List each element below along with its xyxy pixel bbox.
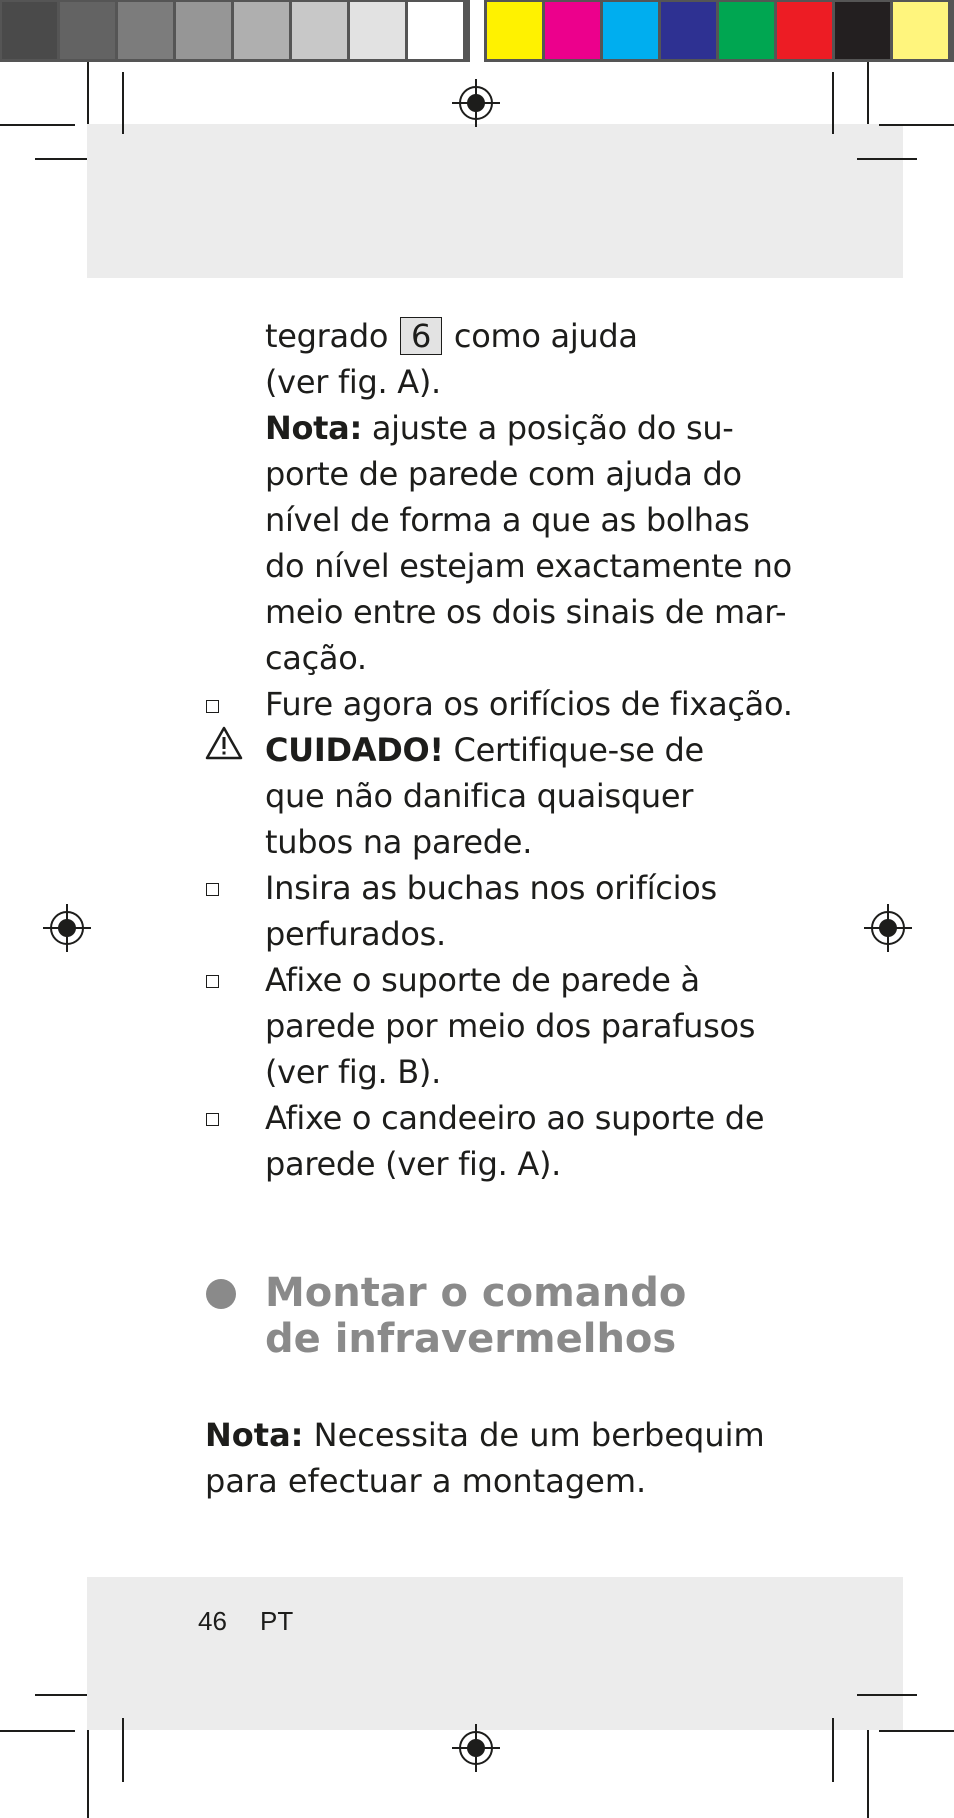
language-code: PT [260,1606,294,1636]
gray-swatch [118,2,173,59]
color-swatch [719,2,774,59]
section-heading: de infravermelhos [265,1316,677,1362]
checkbox-bullet-icon [206,975,219,988]
note-label: Nota: [265,409,362,447]
text-line: meio entre os dois sinais de mar- [265,593,787,631]
text-line: tegrado 6 como ajuda [265,317,638,355]
warning-label: CUIDADO! [265,731,444,769]
color-swatch [777,2,832,59]
section-bullet-icon [206,1279,236,1309]
footer-band [87,1577,903,1730]
text-line: porte de parede com ajuda do [265,455,742,493]
registration-mark-bottom [452,1724,500,1772]
gray-swatch [2,2,57,59]
registration-mark-left [43,904,91,952]
printer-color-bar [0,0,954,62]
gray-swatch [350,2,405,59]
note-label: Nota: [205,1416,304,1454]
text-line: parede (ver fig. A). [265,1145,562,1183]
text-line: do nível estejam exactamente no [265,547,792,585]
color-swatch [835,2,890,59]
note-line: Nota: ajuste a posição do su- [265,409,734,447]
registration-mark-right [864,904,912,952]
list-item: Afixe o suporte de parede à [265,961,700,999]
text-line: cação. [265,639,367,677]
text-line: que não danifica quaisquer [265,777,694,815]
list-item: Fure agora os orifícios de fixação. [265,685,793,723]
text-line: (ver fig. B). [265,1053,441,1091]
text-line: tubos na parede. [265,823,533,861]
text-line: nível de forma a que as bolhas [265,501,750,539]
text-line: parede por meio dos parafusos [265,1007,756,1045]
text-line: para efectuar a montagem. [205,1462,647,1500]
gray-swatch [176,2,231,59]
color-swatch [545,2,600,59]
checkbox-bullet-icon [206,883,219,896]
color-swatch [893,2,948,59]
text-line: (ver fig. A). [265,363,441,401]
warning-icon [205,726,243,760]
color-swatch [661,2,716,59]
warning-line: CUIDADO! Certifique-se de [265,731,704,769]
gray-swatch [292,2,347,59]
checkbox-bullet-icon [206,1113,219,1126]
list-item: Afixe o candeeiro ao suporte de [265,1099,765,1137]
gray-swatch [408,2,463,59]
header-band [87,124,903,278]
figure-reference-box: 6 [400,317,442,355]
note-line: Nota: Necessita de um berbequim [205,1416,765,1454]
gray-swatch [234,2,289,59]
page-number: 46 [198,1606,227,1636]
list-item: Insira as buchas nos orifícios [265,869,717,907]
checkbox-bullet-icon [206,700,219,713]
color-swatch [603,2,658,59]
registration-mark-top [452,79,500,127]
text-line: perfurados. [265,915,446,953]
gray-swatch [60,2,115,59]
section-heading: Montar o comando [265,1270,687,1316]
color-swatch [487,2,542,59]
